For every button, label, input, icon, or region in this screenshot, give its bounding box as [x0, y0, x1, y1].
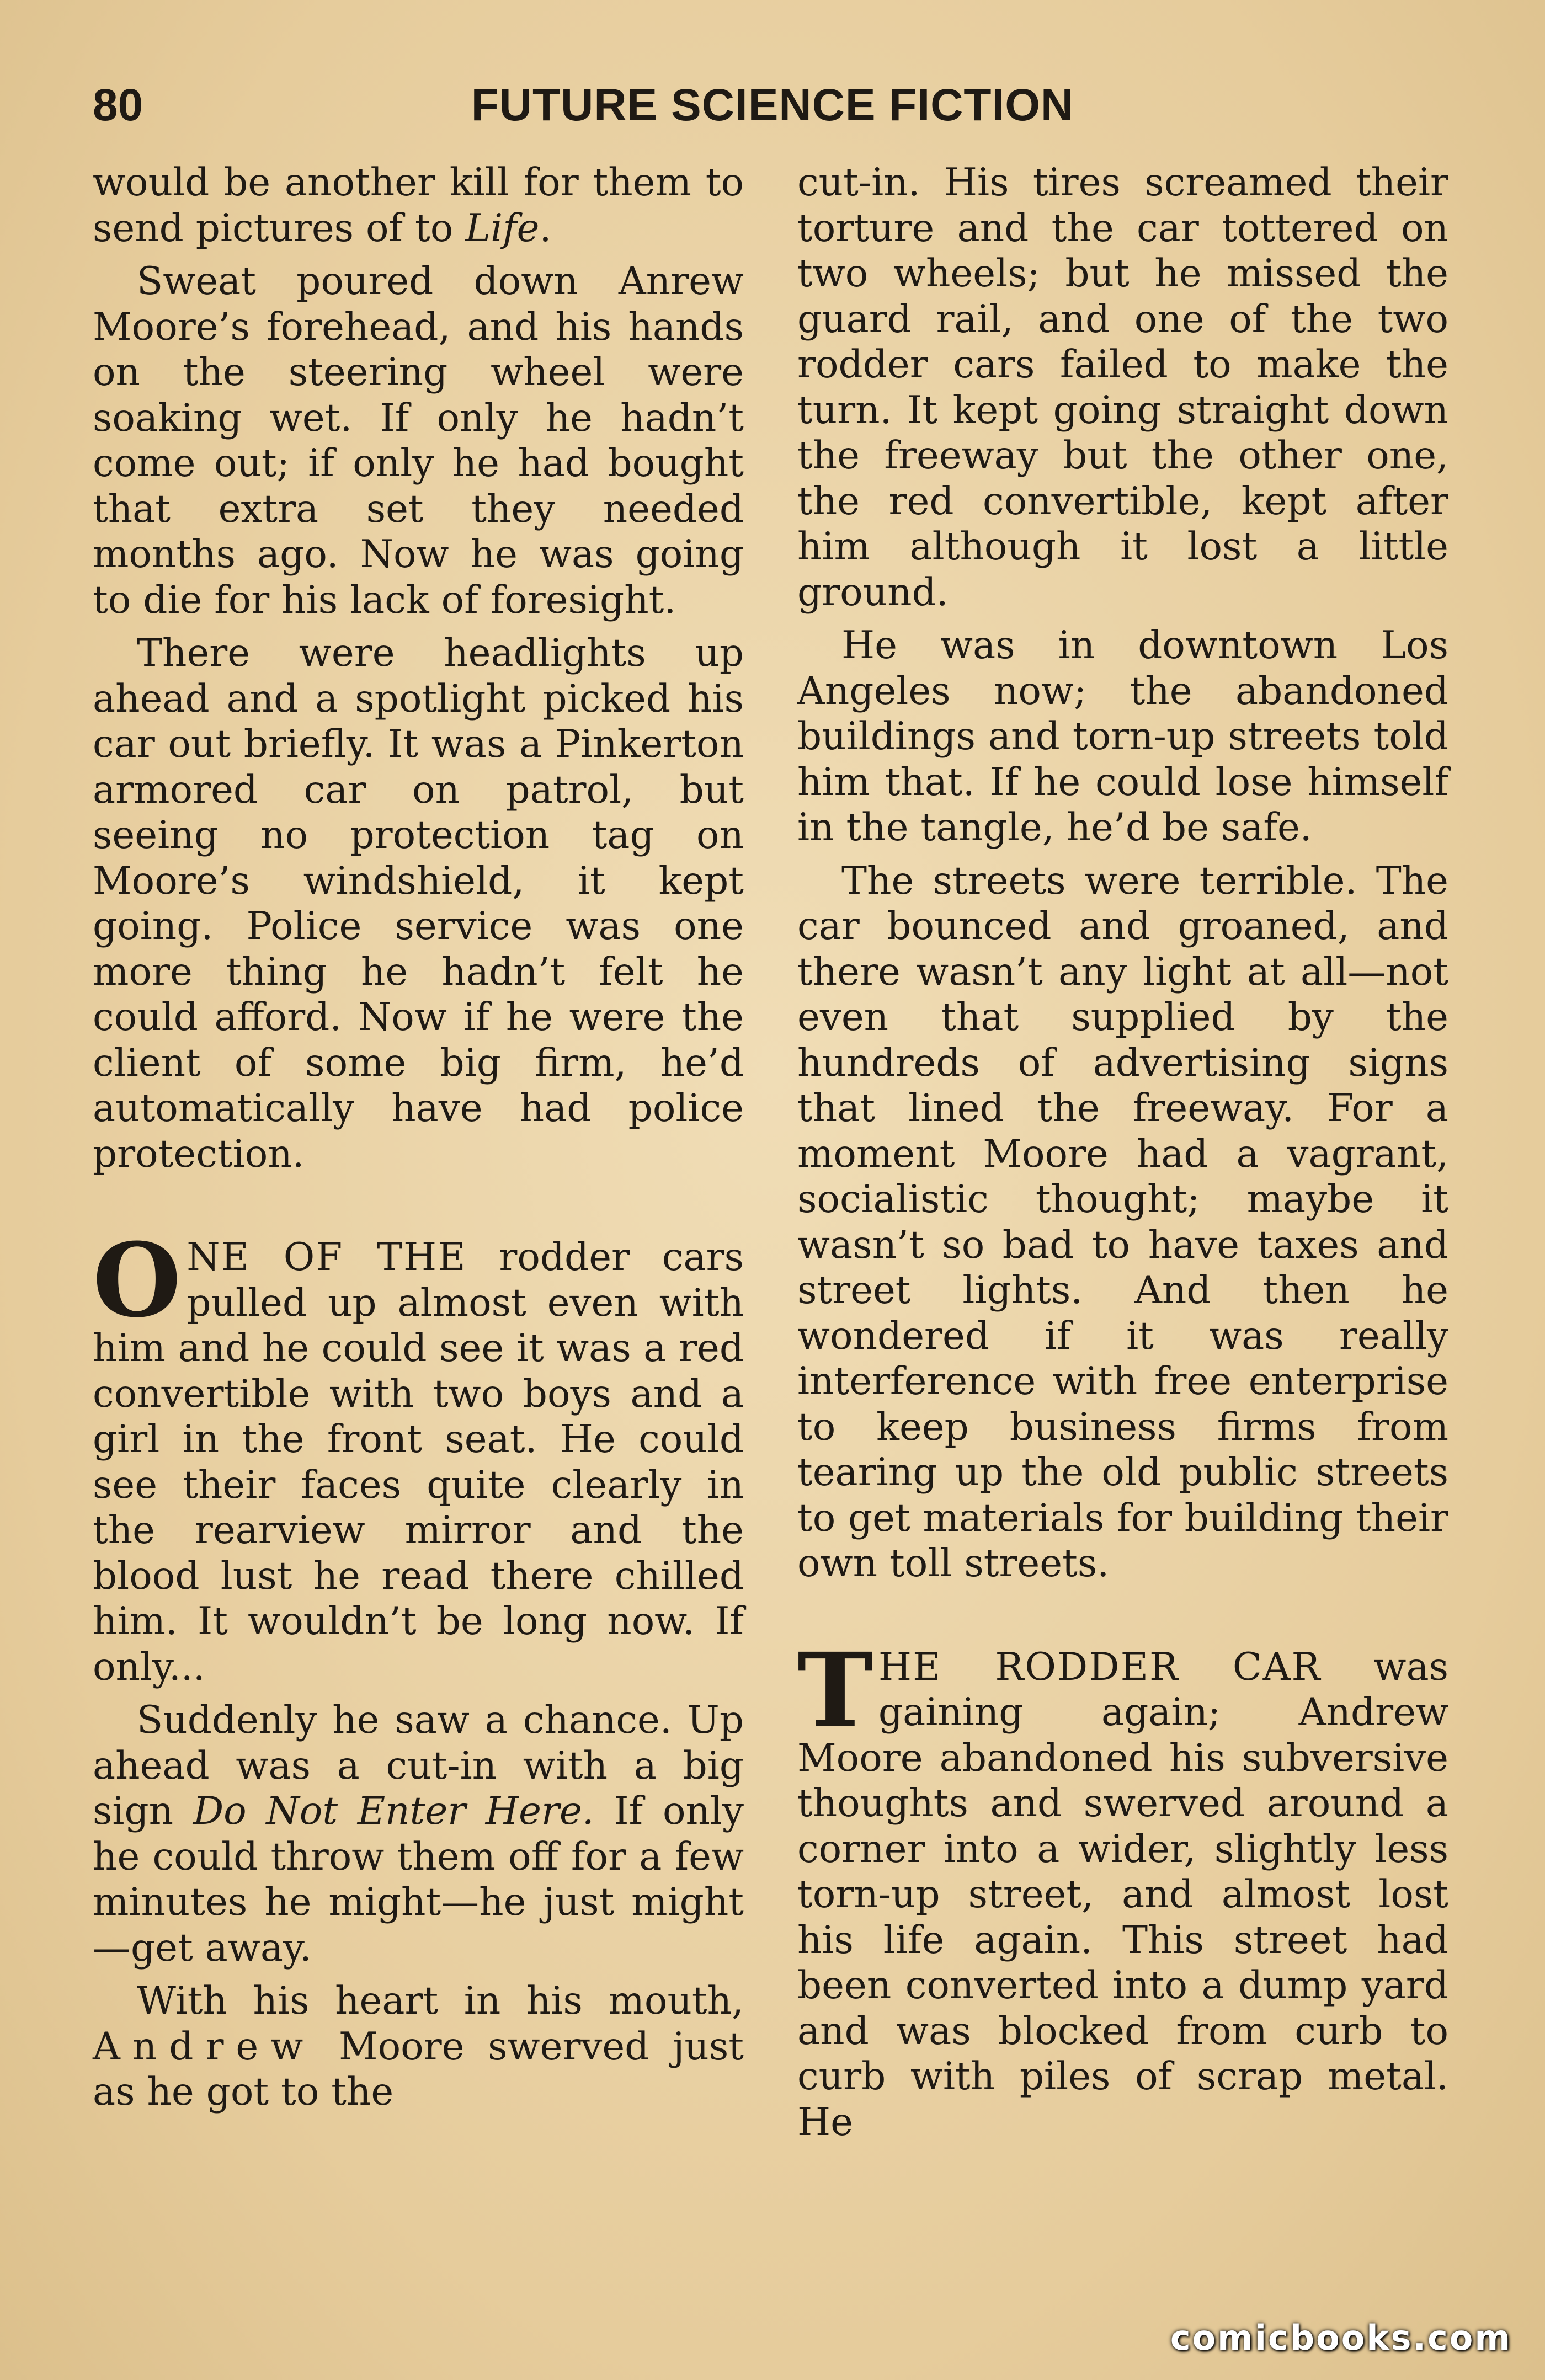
paragraph: [93, 1698, 744, 1971]
watermark: comicbooks.com: [1170, 2318, 1512, 2358]
text-run: was gaining again; Andrew Moore abandoned his subversive thoughts and swerved around a corner into a wider, slightly less torn-up street, and almost lost his life again. This street had been converted into a dump yard and was blocked from curb to curb with piles of scrap metal. He: [797, 1645, 1448, 2144]
lead-in-caps: HE RODDER CAR: [878, 1645, 1322, 1689]
section-opening-paragraph: [93, 1221, 744, 1690]
text-run: .: [539, 206, 552, 250]
text-run: If only he could throw them off for a few minutes he might—he just might—get away.: [93, 1789, 744, 1970]
paragraph: There were headlights up ahead and a spotlight picked his car out briefly. It was a Pinkerton armored car on patrol, but seeing no protection tag on Moore’s windshield, it kept going. Police service was one more thing he hadn’t felt he could afford. Now if he were the client of some big firm, he’d automatically have had police protection.: [93, 631, 744, 1176]
lead-in-caps: NE OF THE: [187, 1235, 467, 1279]
paragraph: He was in downtown Los Angeles now; the abandoned buildings and torn-up streets told him that. If he could lose himself in the tangle, he’d be safe.: [797, 623, 1448, 850]
left-column: [93, 160, 744, 2123]
sign-text: Do Not Enter Here.: [193, 1789, 594, 1833]
text-run: rodder cars pulled up almost even with him and he could see it was a red convertible with two boys and a girl in the front seat. He could see their faces quite clearly in the rearview mirror and the blood lust he read there chilled him. It wouldn’t be long now. If only...: [93, 1235, 744, 1689]
drop-cap: O: [93, 1221, 182, 1340]
section-opening-paragraph: [797, 1630, 1448, 2146]
drop-cap: T: [797, 1630, 873, 1750]
text-run: Moore swerved just as he got to the: [93, 2024, 744, 2114]
paragraph: [93, 1978, 744, 2115]
paragraph: Sweat poured down Anrew Moore’s forehead, and his hands on the steering wheel were soaking wet. If only he hadn’t come out; if only he had bought that extra set they needed months ago. Now he was going to die for his lack of foresight.: [93, 259, 744, 622]
page-number: 80: [93, 80, 143, 130]
magazine-name: Life: [465, 206, 540, 250]
right-column: [797, 160, 1448, 2153]
text-run: With his heart in his mouth,: [137, 1979, 744, 2023]
running-head: FUTURE SCIENCE FICTION: [471, 80, 1074, 130]
paragraph: [93, 160, 744, 251]
paragraph: cut-in. His tires screamed their torture and the car tottered on two wheels; but he missed the guard rail, and one of the two rodder cars failed to make the turn. It kept going straight down the freeway but the other one, the red convertible, kept after him although it lost a little ground.: [797, 161, 1448, 615]
text-run: would be another kill for them to send pictures of to: [93, 161, 744, 250]
text-run: Suddenly he saw a chance. Up ahead was a cut-in with a big sign: [93, 1698, 744, 1833]
spaced-name: Andrew: [93, 2024, 316, 2069]
paragraph: The streets were terrible. The car bounced and groaned, and there wasn’t any light at all—not even that supplied by the hundreds of advertising signs that lined the freeway. For a moment Moore had a vagrant, socialistic thought; maybe it wasn’t so bad to have taxes and street lights. And then he wondered if it was really interference with free enterprise to keep business firms from tearing up the old public streets to get materials for building their own toll streets.: [797, 858, 1448, 1586]
